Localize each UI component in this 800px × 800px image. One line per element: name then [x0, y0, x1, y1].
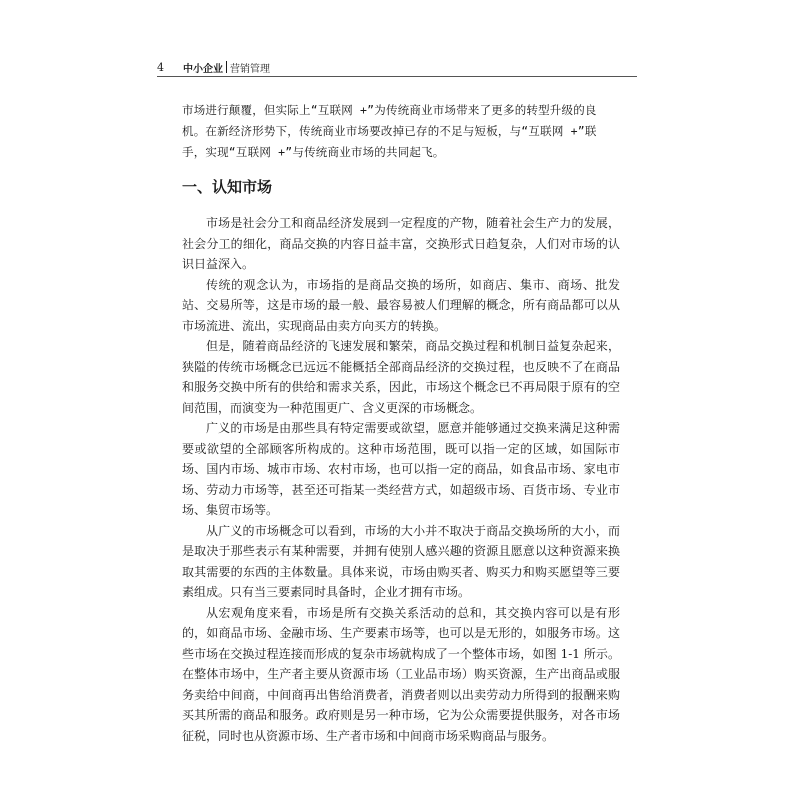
series-name: 中小企业	[183, 63, 223, 75]
section-heading: 一、认知市场	[182, 178, 273, 196]
book-title: 营销管理	[230, 63, 270, 75]
body-paragraph: 广义的市场是由那些具有特定需要或欲望，愿意并能够通过交换来满足这种需要或欲望的全部顾客所构成的。这种市场范围，既可以指一定的区域，如国际市场、国内市场、城市市场、农村市场，也可以指一定的商品，如食品市场、家电市场、劳动力市场等，甚至还可指某一类经营方式，如超级市场、百货市场、专业市场、集贸市场等。	[182, 421, 620, 517]
body-paragraph: 但是，随着商品经济的飞速发展和繁荣，商品交换过程和机制日益复杂起来，狭隘的传统市场概念已远远不能概括全部商品经济的交换过程，也反映不了在商品和服务交换中所有的供给和需求关系，因此，市场这个概念已不再局限于原有的空间范围，而演变为一种范围更广、含义更深的市场概念。	[182, 339, 620, 415]
body-paragraph: 传统的观念认为，市场指的是商品交换的场所，如商店、集市、商场、批发站、交易所等，这是市场的最一般、最容易被人们理解的概念，所有商品都可以从市场流进、流出，实现商品由卖方向买方的转换。	[182, 277, 620, 333]
section-body	[182, 213, 620, 746]
body-paragraph: 市场是社会分工和商品经济发展到一定程度的产物，随着社会生产力的发展，社会分工的细化，商品交换的内容日益丰富，交换形式日趋复杂，人们对市场的认识日益深入。	[182, 216, 620, 271]
body-paragraph: 从广义的市场概念可以看到，市场的大小并不取决于商品交换场所的大小，而是取决于那些表示有某种需要，并拥有使别人感兴趣的资源且愿意以这种资源来换取其需要的东西的主体数量。具体来说，市场由购买者、购买力和购买愿望等三要素组成。只有当三要素同时具备时，企业才拥有市场。	[182, 523, 620, 599]
header-divider	[226, 61, 227, 73]
body-paragraph: 从宏观角度来看，市场是所有交换关系活动的总和，其交换内容可以是有形的，如商品市场、金融市场、生产要素市场等，也可以是无形的，如服务市场。这些市场在交换过程连接而形成的复杂市场就构成了一个整体市场，如图 1-1 所示。在整体市场中，生产者主要从资源市场（工业品市场）购买资源，生产出商品或服务卖给中间商，中间商再出售给消费者，消费者则以出卖劳动力所得到的报酬来购买其所需的商品和服务。政府则是另一种市场，它为公众需要提供服务，对各市场征税，同时也从资源市场、生产者市场和中间商市场采购商品与服务。	[182, 605, 620, 743]
continued-paragraph: 市场进行颠覆，但实际上“互联网 +”为传统商业市场带来了更多的转型升级的良机。在新经济形势下，传统商业市场要改掉已存的不足与短板，与“互联网 +”联手，实现“互联网 +”与传统商业市场的共同起飞。	[182, 103, 597, 159]
header-rule	[157, 76, 637, 77]
page-number: 4	[157, 60, 164, 74]
running-header	[157, 58, 270, 76]
